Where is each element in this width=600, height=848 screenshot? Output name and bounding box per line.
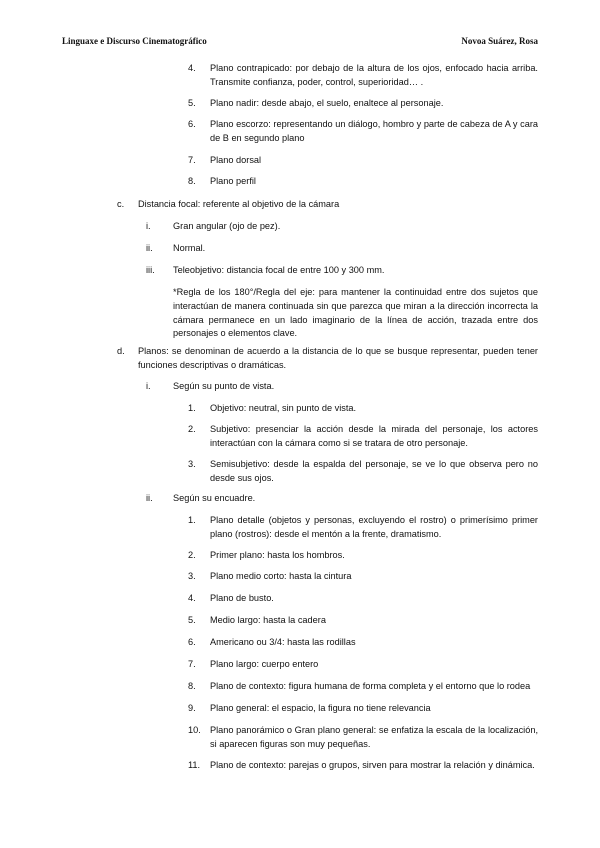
list-text: Plano medio corto: hasta la cintura xyxy=(210,571,352,581)
list-item xyxy=(188,614,538,628)
list-text: Plano de contexto: figura humana de forma completa y el entorno que lo rodea xyxy=(210,681,531,691)
roman-item xyxy=(146,264,538,278)
list-item xyxy=(188,702,538,716)
list-text: Objetivo: neutral, sin punto de vista. xyxy=(210,403,357,413)
list-item xyxy=(188,658,538,672)
list-text: Plano dorsal xyxy=(210,155,262,165)
header-course-title: Linguaxe e Discurso Cinematográfico xyxy=(62,36,207,46)
list-text: Plano largo: cuerpo entero xyxy=(210,659,319,669)
list-text: Semisubjetivo: desde la espalda del personaje, se ve lo que observa pero no desde sus ojos. xyxy=(210,459,538,483)
list-number: 1. xyxy=(188,515,196,525)
roman-number: ii. xyxy=(146,493,153,503)
roman-number: ii. xyxy=(146,243,153,253)
list-item xyxy=(188,759,538,773)
list-number: 7. xyxy=(188,659,196,669)
roman-item xyxy=(146,242,538,256)
list-text: Plano perfil xyxy=(210,176,256,186)
list-item xyxy=(188,62,538,90)
list-item xyxy=(188,680,538,694)
roman-text: Teleobjetivo: distancia focal de entre 100 y 300 mm. xyxy=(173,265,385,275)
list-item xyxy=(188,592,538,606)
list-number: 2. xyxy=(188,550,196,560)
list-text: Plano detalle (objetos y personas, excluyendo el rostro) o primerísimo primer plano (rostros): desde el mentón a la frente, dramatismo. xyxy=(210,515,538,539)
list-number: 2. xyxy=(188,424,196,434)
roman-text: Gran angular (ojo de pez). xyxy=(173,221,281,231)
list-number: 6. xyxy=(188,637,196,647)
section-marker: d. xyxy=(117,346,125,356)
list-number: 7. xyxy=(188,155,196,165)
list-number: 8. xyxy=(188,176,196,186)
list-item xyxy=(188,175,538,189)
list-item xyxy=(188,724,538,752)
roman-text: Normal. xyxy=(173,243,206,253)
roman-item xyxy=(146,220,538,234)
header-author: Novoa Suárez, Rosa xyxy=(461,36,538,46)
list-number: 4. xyxy=(188,593,196,603)
list-text: Plano nadir: desde abajo, el suelo, enaltece al personaje. xyxy=(210,98,444,108)
list-number: 8. xyxy=(188,681,196,691)
section-c xyxy=(117,198,538,212)
rule-180-note: *Regla de los 180°/Regla del eje: para mantener la continuidad entre dos sujetos que interactúan de manera continuada sin que parezca que miran a la dirección incorrecta la cámara permanece en un lado imaginario de la línea de acción, trazada entre dos personajes o elementos clave. xyxy=(173,287,538,339)
list-number: 5. xyxy=(188,615,196,625)
list-text: Plano escorzo: representando un diálogo, hombro y parte de cabeza de A y cara de B en segundo plano xyxy=(210,119,538,143)
list-text: Plano de contexto: parejas o grupos, sirven para mostrar la relación y dinámica. xyxy=(210,760,535,770)
list-item xyxy=(188,514,538,542)
list-item xyxy=(188,570,538,584)
section-text: Distancia focal: referente al objetivo de la cámara xyxy=(138,199,340,209)
page-header xyxy=(62,35,538,49)
roman-number: i. xyxy=(146,381,151,391)
list-text: Americano ou 3/4: hasta las rodillas xyxy=(210,637,356,647)
list-item xyxy=(188,402,538,416)
list-number: 3. xyxy=(188,571,196,581)
list-item xyxy=(188,118,538,146)
roman-text: Según su punto de vista. xyxy=(173,381,275,391)
list-number: 5. xyxy=(188,98,196,108)
list-text: Plano general: el espacio, la figura no tiene relevancia xyxy=(210,703,431,713)
roman-number: iii. xyxy=(146,265,155,275)
section-text: Planos: se denominan de acuerdo a la distancia de lo que se busque representar, pueden tener funciones descriptivas o dramáticas. xyxy=(138,346,538,370)
list-text: Primer plano: hasta los hombros. xyxy=(210,550,345,560)
roman-number: i. xyxy=(146,221,151,231)
list-number: 1. xyxy=(188,403,196,413)
list-text: Plano panorámico o Gran plano general: se enfatiza la escala de la localización, si aparecen figuras son muy pequeñas. xyxy=(210,725,538,749)
roman-text: Según su encuadre. xyxy=(173,493,256,503)
roman-item xyxy=(146,380,538,394)
section-d xyxy=(117,345,538,373)
list-item xyxy=(188,458,538,486)
list-number: 3. xyxy=(188,459,196,469)
list-text: Plano de busto. xyxy=(210,593,274,603)
list-number: 4. xyxy=(188,63,196,73)
list-text: Subjetivo: presenciar la acción desde la mirada del personaje, los actores interactúan con la cámara como si se tratara de otro personaje. xyxy=(210,424,538,448)
list-text: Medio largo: hasta la cadera xyxy=(210,615,326,625)
list-item xyxy=(188,549,538,563)
list-number: 10. xyxy=(188,725,201,735)
list-item xyxy=(188,423,538,451)
list-number: 9. xyxy=(188,703,196,713)
list-number: 11. xyxy=(188,760,201,770)
list-item xyxy=(188,636,538,650)
list-text: Plano contrapicado: por debajo de la altura de los ojos, enfocado hacia arriba. Transmite confianza, poder, control, superioridad… . xyxy=(210,63,538,87)
roman-item xyxy=(146,492,538,506)
list-item xyxy=(188,97,538,111)
list-item xyxy=(188,154,538,168)
section-marker: c. xyxy=(117,199,125,209)
list-number: 6. xyxy=(188,119,196,129)
